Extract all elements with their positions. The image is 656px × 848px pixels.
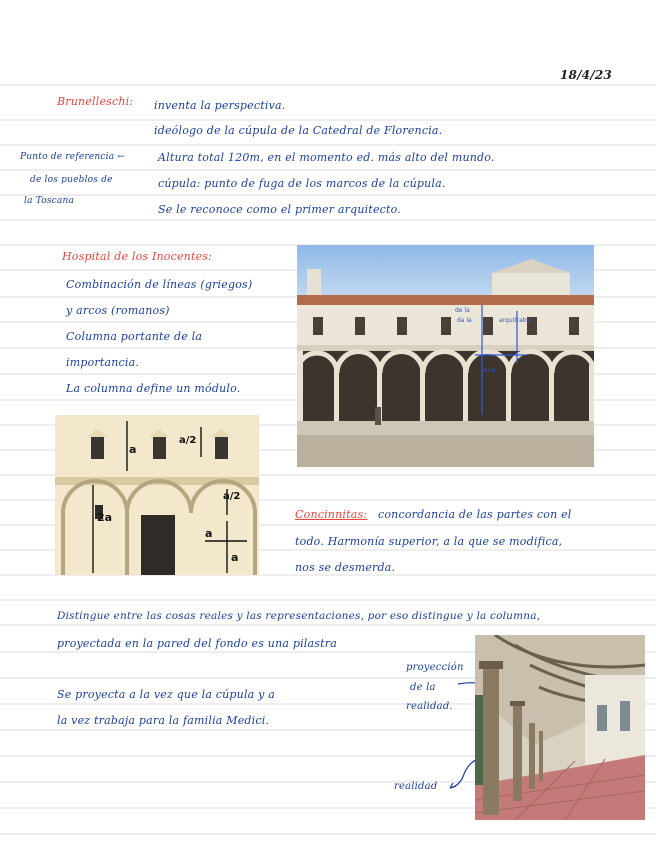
proportion-diagram: [55, 415, 259, 575]
brunelleschi-line-2: ideólogo de la cúpula de la Catedral de Florencia.: [154, 124, 443, 137]
photo1-note-4: da la: [457, 317, 472, 324]
hospital-line-5: La columna define un módulo.: [66, 382, 241, 395]
bottom-line-4: la vez trabaja para la familia Medici.: [57, 714, 270, 727]
concinnitas-line-2: todo. Harmonía superior, a la que se modifica,: [295, 535, 563, 548]
bottom-line-1: Distingue entre las cosas reales y las representaciones, por eso distingue y la columna,: [57, 610, 541, 622]
bottom-line-2: proyectada en la pared del fondo es una pilastra: [57, 637, 337, 650]
hospital-line-1: Combinación de líneas (griegos): [66, 278, 253, 291]
photo2-label-realidad: realidad: [394, 781, 438, 792]
brunelleschi-line-3: Altura total 120m, en el momento ed. más alto del mundo.: [158, 151, 495, 164]
side-note-line-3: la Toscana: [24, 196, 75, 206]
photo2-label-realidad-proj: realidad.: [406, 701, 453, 712]
brunelleschi-line-5: Se le reconoce como el primer arquitecto.: [158, 203, 401, 216]
photo1-note-1: de la: [455, 307, 470, 314]
side-note-line-2: de los pueblos de: [30, 175, 113, 185]
diagram-label-a-top: a: [129, 443, 137, 456]
photo1-note-2: arquitrabe: [499, 317, 531, 324]
photo2-label-de-la: de la: [410, 682, 436, 693]
hospital-facade-photo: [297, 245, 594, 467]
bottom-line-3: Se proyecta a la vez que la cúpula y a: [57, 688, 275, 701]
diagram-label-a2-mid: a/2: [223, 491, 241, 502]
hospital-line-3: Columna portante de la: [66, 330, 203, 343]
diagram-label-a2-top: a/2: [179, 435, 197, 446]
diagram-label-a-low: a: [231, 551, 239, 564]
concinnitas-line-3: nos se desmerda.: [295, 561, 396, 574]
diagram-label-2a: 2a: [97, 511, 113, 524]
hospital-line-2: y arcos (romanos): [66, 304, 170, 317]
concinnitas-term: Concinnitas:: [295, 508, 368, 521]
brunelleschi-line-4: cúpula: punto de fuga de los marcos de la cúpula.: [158, 177, 446, 190]
hospital-line-4: importancia.: [66, 356, 140, 369]
note-date: 18/4/23: [560, 68, 612, 82]
loggia-photo: [475, 635, 645, 820]
photo1-note-3: a+a: [483, 367, 496, 374]
hospital-heading: Hospital de los Inocentes:: [62, 250, 213, 263]
photo2-label-proyeccion: proyección: [406, 662, 464, 673]
concinnitas-definition: concordancia de las partes con el: [378, 508, 572, 521]
side-note-line-1: Punto de referencia ←: [20, 152, 126, 162]
brunelleschi-heading: Brunelleschi:: [57, 95, 134, 108]
brunelleschi-line-1: inventa la perspectiva.: [154, 99, 286, 112]
diagram-label-a-mid: a: [205, 527, 213, 540]
